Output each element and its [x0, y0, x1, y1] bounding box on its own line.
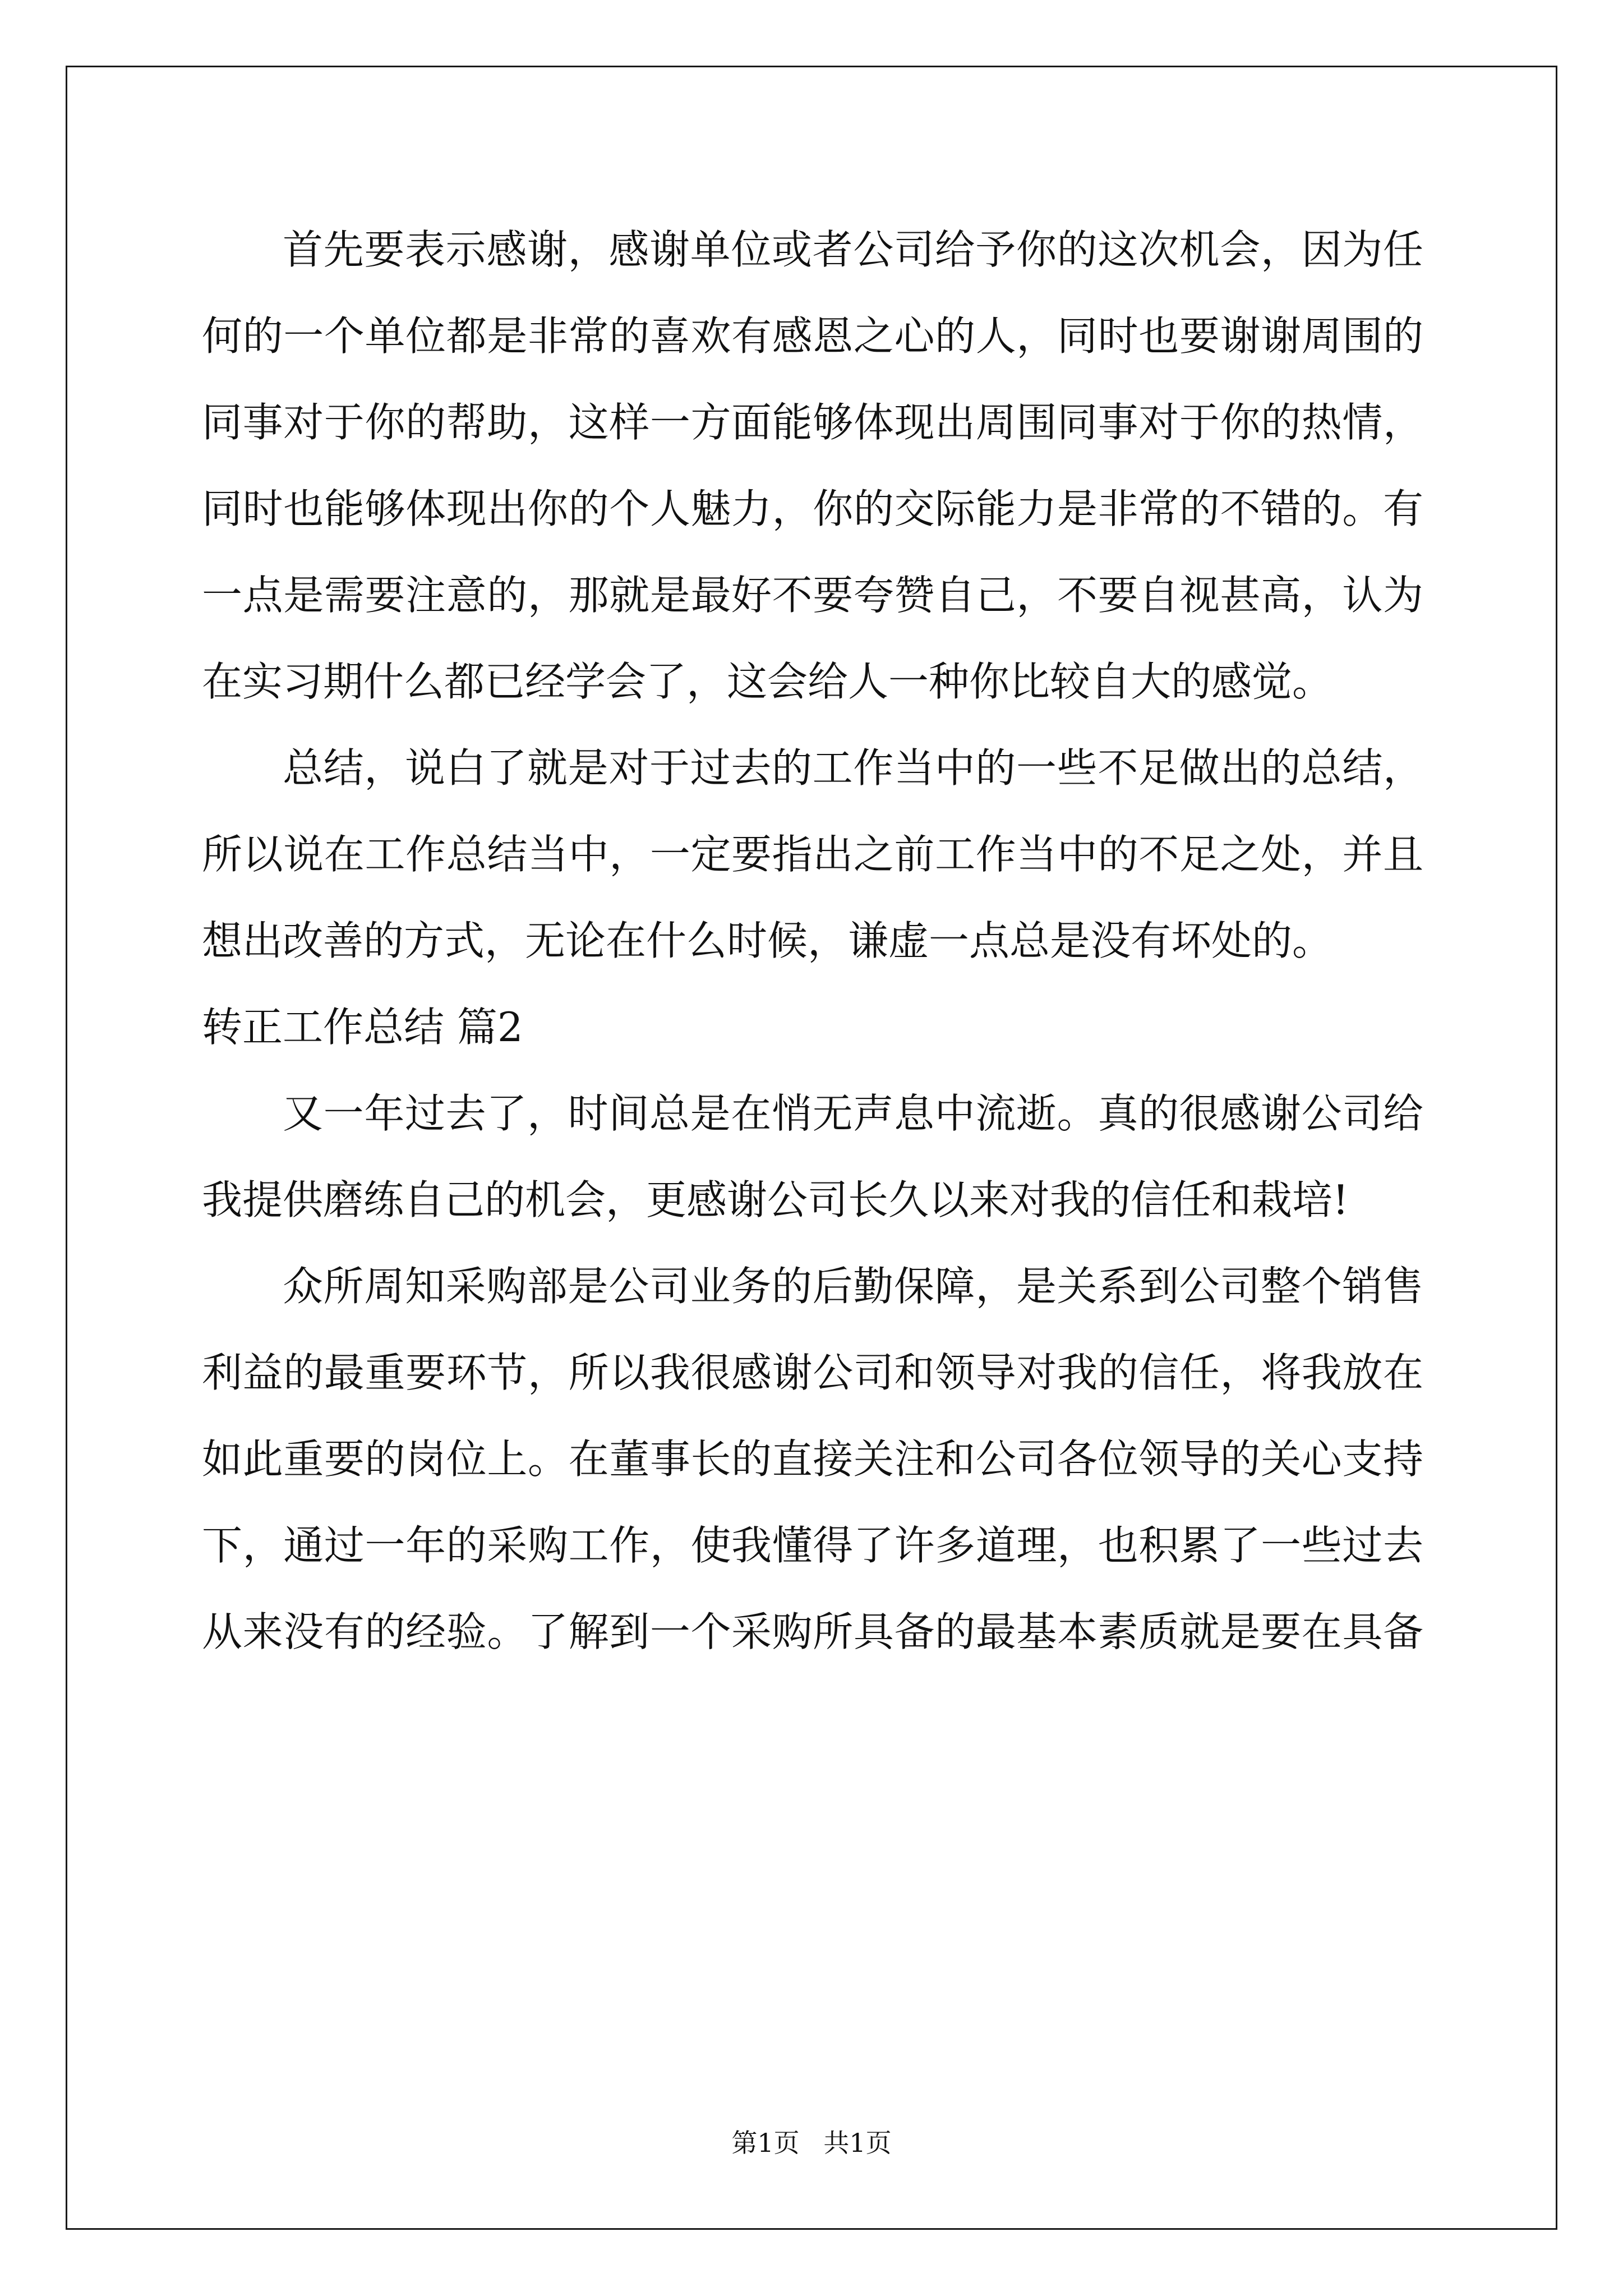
- text-line: 何的一个单位都是非常的喜欢有感恩之心的人，同时也要谢谢周围的: [202, 312, 1423, 360]
- text-line: 首先要表示感谢，感谢单位或者公司给予你的这次机会，因为任: [283, 226, 1423, 273]
- text-line: 从来没有的经验。了解到一个采购所具备的最基本素质就是要在具备: [202, 1608, 1423, 1655]
- page-total: 共1页: [823, 2128, 892, 2158]
- text-line: 众所周知采购部是公司业务的后勤保障，是关系到公司整个销售: [283, 1263, 1423, 1310]
- page-footer: [0, 2126, 1623, 2160]
- section-heading: 转正工作总结 篇2: [202, 1004, 523, 1051]
- text-line: 总结，说白了就是对于过去的工作当中的一些不足做出的总结，: [283, 744, 1423, 792]
- text-line: 如此重要的岗位上。在董事长的直接关注和公司各位领导的关心支持: [202, 1435, 1423, 1483]
- text-line: 又一年过去了，时间总是在悄无声息中流逝。真的很感谢公司给: [283, 1090, 1423, 1137]
- document-body: [202, 219, 1423, 1687]
- text-line: 所以说在工作总结当中，一定要指出之前工作当中的不足之处，并且: [202, 831, 1423, 878]
- text-line: 我提供磨练自己的机会，更感谢公司长久以来对我的信任和栽培!: [202, 1176, 1349, 1223]
- page-number: 第1页: [731, 2128, 800, 2158]
- text-line: 想出改善的方式，无论在什么时候，谦虚一点总是没有坏处的。: [202, 917, 1333, 964]
- text-line: 同事对于你的帮助，这样一方面能够体现出周围同事对于你的热情，: [202, 399, 1423, 446]
- text-line: 在实习期什么都已经学会了，这会给人一种你比较自大的感觉。: [202, 658, 1333, 705]
- text-line: 一点是需要注意的，那就是最好不要夸赞自己，不要自视甚高，认为: [202, 572, 1423, 619]
- text-line: 下，通过一年的采购工作，使我懂得了许多道理，也积累了一些过去: [202, 1522, 1423, 1569]
- text-line: 利益的最重要环节，所以我很感谢公司和领导对我的信任，将我放在: [202, 1349, 1423, 1396]
- text-line: 同时也能够体现出你的个人魅力，你的交际能力是非常的不错的。有: [202, 485, 1423, 532]
